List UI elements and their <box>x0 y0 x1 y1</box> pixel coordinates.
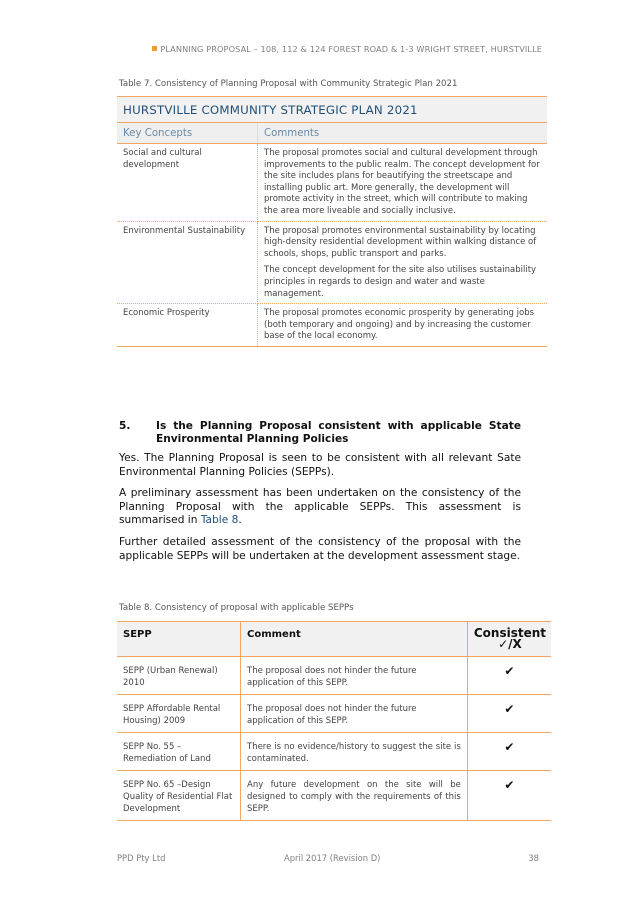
col-comment: Comment <box>241 622 468 657</box>
comment-text: The proposal promotes environmental sustainability by locating high-density residential development within walking distance of schools, shops, public transport and parks. <box>264 225 537 259</box>
paragraph-1 <box>119 452 521 479</box>
comment-cell: There is no evidence/history to suggest the site is contaminated. <box>241 733 468 771</box>
comment-cell: The proposal does not hinder the future application of this SEPP. <box>241 695 468 733</box>
comment-cell: Any future development on the site will be designed to comply with the requirements of this SEPP. <box>241 771 468 821</box>
table-row <box>117 771 551 821</box>
sepp-cell: SEPP Affordable Rental Housing) 2009 <box>117 695 241 733</box>
concept-cell: Economic Prosperity <box>117 304 258 347</box>
col-key-concepts: Key Concepts <box>117 123 258 144</box>
check-icon: ✔ <box>467 733 551 771</box>
bullet-square-icon <box>152 46 157 51</box>
concept-cell: Environmental Sustainability <box>117 221 258 304</box>
comment-cell <box>258 304 548 347</box>
col-sepp: SEPP <box>117 622 241 657</box>
sepp-cell: SEPP No. 65 –Design Quality of Residential Flat Development <box>117 771 241 821</box>
section-heading-text: Is the Planning Proposal consistent with applicable State Environmental Planning Policies <box>156 420 521 445</box>
col-comments: Comments <box>258 123 548 144</box>
comment-text: The proposal promotes social and cultural development through improvements to the public realm. The concept development for the site includes plans for beautifying the streetscape and installing public art. More generally, the development will promote activity in the street, which will contribute to making the area more liveable and socially inclusive. <box>264 148 540 216</box>
comment-cell <box>258 144 548 222</box>
table-row <box>117 144 547 222</box>
sepp-cell: SEPP (Urban Renewal) 2010 <box>117 657 241 695</box>
section-number: 5. <box>119 420 131 432</box>
section-heading <box>119 420 521 446</box>
footer-date: April 2017 (Revision D) <box>284 853 381 863</box>
paragraph-text: A preliminary assessment has been undertaken on the consistency of the Planning Proposal with the applicable SEPPs. This assessment is summarised in <box>119 487 521 527</box>
paragraph-text: Further detailed assessment of the consistency of the proposal with the applicable SEPPs will be undertaken at the development assessment stage. <box>119 536 521 562</box>
comment-cell: The proposal does not hinder the future application of this SEPP. <box>241 657 468 695</box>
check-icon: ✔ <box>467 695 551 733</box>
table8-link[interactable]: Table 8 <box>200 514 239 527</box>
header-text: PLANNING PROPOSAL – 108, 112 & 124 FOREST ROAD & 1-3 WRIGHT STREET, HURSTVILLE <box>160 44 542 54</box>
paragraph-2: A preliminary assessment has been undertaken on the consistency of the Planning Proposal with the applicable SEPPs. This assessment is summarised in Table 8. <box>119 487 521 527</box>
table-row <box>117 657 551 695</box>
table7-caption: Table 7. Consistency of Planning Proposal with Community Strategic Plan 2021 <box>119 79 458 89</box>
comment-cell <box>258 221 548 304</box>
page-header <box>152 44 542 54</box>
comment-text: The proposal promotes economic prosperity by generating jobs (both temporary and ongoing) and by increasing the customer base of the local economy. <box>264 308 535 342</box>
paragraph-text: Yes. The Planning Proposal is seen to be consistent with all relevant Sate Environmental Planning Policies (SEPPs). <box>119 452 521 478</box>
table-row <box>117 695 551 733</box>
check-icon: ✔ <box>467 657 551 695</box>
table-row <box>117 221 547 304</box>
table8-caption: Table 8. Consistency of proposal with applicable SEPPs <box>119 603 354 613</box>
sepp-table <box>117 621 551 821</box>
page-number: 38 <box>528 853 539 863</box>
comment-text: The concept development for the site also utilises sustainability principles in regards to design and water and waste management. <box>264 265 537 299</box>
footer-company: PPD Pty Ltd <box>117 853 166 863</box>
strategic-plan-table <box>117 96 547 347</box>
sepp-cell: SEPP No. 55 – Remediation of Land <box>117 733 241 771</box>
paragraph-3 <box>119 536 521 563</box>
col-consistent: Consistent ✓/X <box>467 622 551 657</box>
table7-title: HURSTVILLE COMMUNITY STRATEGIC PLAN 2021 <box>117 97 547 123</box>
table-row <box>117 733 551 771</box>
check-icon: ✔ <box>467 771 551 821</box>
table-row <box>117 304 547 347</box>
concept-cell: Social and cultural development <box>117 144 258 222</box>
